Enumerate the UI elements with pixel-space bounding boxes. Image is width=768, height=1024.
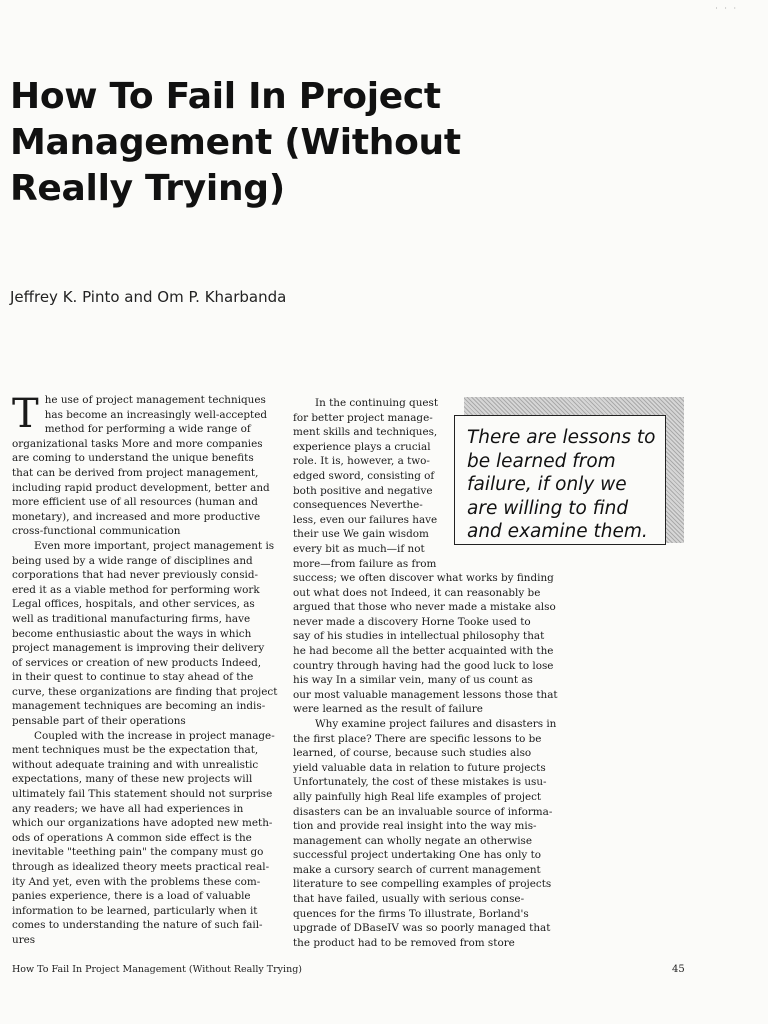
text-line: quences for the firms To illustrate, Borland's [293, 907, 529, 920]
text-line: more efficient use of all resources (human and [12, 496, 258, 509]
text-line: more—from failure as from [293, 557, 437, 570]
text-line: ered it as a viable method for performing work [12, 583, 260, 596]
title-line: Really Trying) [10, 168, 285, 209]
pull-quote-line: There are lessons to [467, 427, 656, 448]
text-line: literature to see compelling examples of projects [293, 878, 552, 891]
text-line: in their quest to continue to stay ahead of the [12, 671, 254, 684]
text-line: information to be learned, particularly when it [12, 904, 258, 917]
text-line: Unfortunately, the cost of these mistakes is usu- [293, 776, 547, 789]
text-line: without adequate training and with unrealistic [12, 758, 259, 771]
right-column [293, 571, 561, 950]
text-line: monetary), and increased and more productive [12, 510, 261, 523]
text-line: including rapid product development, better and [12, 481, 270, 494]
pull-quote-line: be learned from [467, 450, 616, 472]
text-line: argued that those who never made a mistake also [293, 601, 556, 614]
text-line: his way In a similar vein, many of us count as [293, 674, 533, 687]
left-column [12, 393, 280, 948]
text-line: tion and provide real insight into the way mis- [293, 820, 537, 833]
text-line: has become an increasingly well-accepted [44, 408, 268, 421]
text-line: In the continuing quest [315, 397, 439, 409]
pull-quote-line: are willing to find [467, 497, 629, 519]
text-line: ally painfully high Real life examples of project [293, 790, 542, 803]
text-line: project management is improving their delivery [12, 642, 265, 655]
page-number: 45 [672, 964, 685, 975]
text-line: well as traditional manufacturing firms, have [12, 612, 251, 625]
text-line: edged sword, consisting of [293, 469, 435, 482]
text-line: ment techniques must be the expectation that, [12, 744, 259, 757]
title-line: Management (Without [10, 122, 461, 163]
authors-byline: Jeffrey K. Pinto and Om P. Kharbanda [10, 288, 287, 306]
text-line: cross-functional communication [12, 525, 181, 538]
text-line: ures [12, 933, 36, 946]
pull-quote-text [467, 426, 665, 544]
text-line: never made a discovery Horne Tooke used to [293, 615, 531, 628]
text-line: country through having had the good luck to lose [293, 659, 554, 672]
corner-mark: · · · [715, 4, 738, 13]
text-line: the product had to be removed from store [293, 936, 515, 949]
text-line: any readers; we have all had experiences in [12, 802, 244, 815]
text-line: panies experience, there is a load of valuable [12, 890, 251, 903]
text-line: disasters can be an invaluable source of informa- [293, 805, 553, 818]
text-line: both positive and negative [293, 484, 433, 497]
text-line: role. It is, however, a two- [293, 455, 430, 468]
text-line: that can be derived from project management, [12, 466, 259, 479]
text-line: our most valuable management lessons those that [293, 688, 558, 701]
text-line: management can wholly negate an otherwise [293, 834, 533, 847]
pull-quote-box [454, 415, 666, 545]
text-line: through as idealized theory meets practical real- [12, 861, 270, 873]
text-line: corporations that had never previously consid- [12, 569, 259, 582]
middle-column [293, 396, 443, 571]
text-line: were learned as the result of failure [293, 703, 483, 716]
text-line: make a cursory search of current management [293, 863, 541, 876]
text-line: become enthusiastic about the ways in which [12, 627, 252, 640]
text-line: being used by a wide range of disciplines and [12, 554, 253, 567]
text-line: that have failed, usually with serious conse- [293, 893, 525, 906]
pull-quote [454, 397, 684, 551]
text-line: are coming to understand the unique benefits [12, 452, 254, 465]
title-line: How To Fail In Project [10, 76, 441, 117]
text-line: their use We gain wisdom [293, 528, 429, 541]
text-line: organizational tasks More and more companies [12, 437, 263, 450]
text-line: which our organizations have adopted new meth- [12, 817, 273, 830]
pull-quote-line: failure, if only we [467, 474, 627, 495]
text-line: he had become all the better acquainted with the [293, 644, 554, 657]
text-line: success; we often discover what works by finding [293, 572, 554, 584]
drop-cap: T [12, 391, 39, 437]
text-line: upgrade of DBaseIV was so poorly managed that [293, 922, 551, 935]
running-footer-title: How To Fail In Project Management (Without Really Trying) [12, 964, 302, 975]
text-line: inevitable "teething pain" the company must go [12, 846, 264, 859]
text-line: ity And yet, even with the problems these com- [12, 875, 261, 888]
text-line: successful project undertaking One has only to [293, 849, 542, 862]
text-line: ment skills and techniques, [293, 426, 438, 439]
text-line: consequences Neverthe- [293, 499, 423, 512]
text-line: method for performing a wide range of [44, 423, 251, 436]
text-line: curve, these organizations are finding that project [12, 685, 278, 698]
text-line: yield valuable data in relation to future projects [293, 761, 546, 774]
text-line: learned, of course, because such studies also [293, 747, 532, 760]
text-line: expectations, many of these new projects will [12, 773, 253, 786]
article-title [10, 74, 570, 212]
text-line: Legal offices, hospitals, and other services, as [12, 598, 255, 611]
text-line: less, even our failures have [293, 513, 438, 526]
text-line: he use of project management techniques [44, 394, 266, 406]
text-line: management techniques are becoming an indis- [12, 700, 266, 713]
text-line: the first place? There are specific lessons to be [293, 732, 542, 745]
text-line: Even more important, project management is [34, 539, 275, 552]
text-line: pensable part of their operations [12, 715, 186, 728]
text-line: comes to understanding the nature of such fail- [12, 919, 263, 932]
text-line: for better project manage- [293, 411, 433, 424]
text-line: ods of operations A common side effect is the [12, 831, 252, 844]
text-line: of services or creation of new products Indeed, [12, 656, 262, 669]
text-line: out what does not Indeed, it can reasonably be [293, 586, 541, 599]
text-line: experience plays a crucial [293, 440, 431, 453]
pull-quote-line: and examine them. [467, 521, 648, 542]
text-line: say of his studies in intellectual philosophy that [293, 630, 545, 643]
text-line: Why examine project failures and disasters in [315, 717, 557, 730]
text-line: Coupled with the increase in project manage- [34, 729, 275, 742]
text-line: ultimately fail This statement should not surprise [12, 788, 273, 801]
text-line: every bit as much—if not [293, 542, 425, 555]
